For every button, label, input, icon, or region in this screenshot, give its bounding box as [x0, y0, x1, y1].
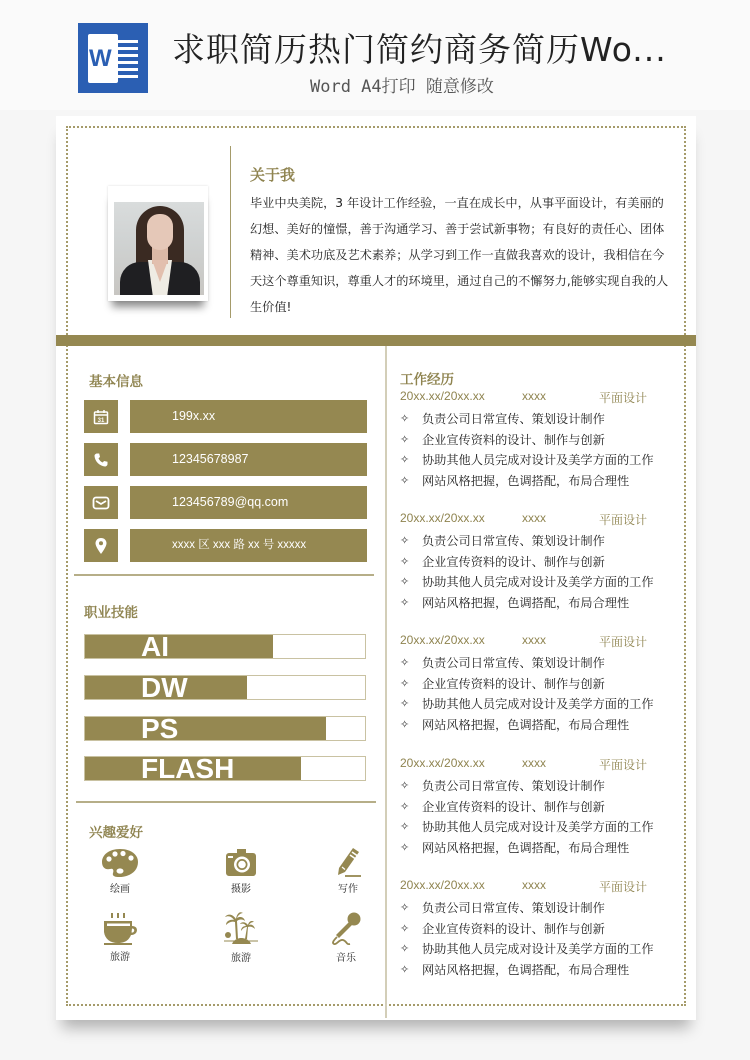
- job-role: 平面设计: [599, 391, 648, 405]
- hobby-travel: [211, 911, 271, 964]
- address-value: xxxx 区 xxx 路 xx 号 xxxxx: [130, 529, 367, 562]
- hobby-writing: [318, 846, 378, 895]
- hobby-label: 写作: [338, 884, 358, 895]
- diamond-bullet-icon: ✧: [400, 575, 410, 588]
- job-company: xxxx: [522, 756, 546, 770]
- section-divider: [74, 574, 374, 576]
- job-duty: ✧ 协助其他人员完成对设计及美学方面的工作: [400, 572, 650, 593]
- location-icon: [84, 529, 118, 562]
- document-subtitle: Word A4打印 随意修改: [310, 77, 494, 97]
- coffee-cup-icon: [101, 912, 139, 946]
- job-entry: [400, 511, 654, 613]
- diamond-bullet-icon: ✧: [400, 676, 410, 690]
- diamond-bullet-icon: ✧: [400, 942, 410, 955]
- job-duty: ✧ 负责公司日常宣传、策划设计制作: [400, 409, 650, 430]
- job-duty: ✧ 网站风格把握，色调搭配，布局合理性: [400, 715, 650, 736]
- skill-label: PS: [141, 713, 179, 744]
- resume-page: [56, 116, 696, 1020]
- birthday-value: 199x.xx: [130, 400, 367, 433]
- microphone-icon: [329, 911, 363, 947]
- hobby-label: 旅游: [231, 953, 251, 964]
- job-duty: ✧ 协助其他人员完成对设计及美学方面的工作: [400, 694, 650, 715]
- diamond-bullet-icon: ✧: [400, 799, 410, 813]
- section-divider: [76, 801, 376, 803]
- job-date: 20xx.xx/20xx.xx: [400, 878, 485, 892]
- hobby-label: 旅游: [110, 952, 130, 963]
- job-date: 20xx.xx/20xx.xx: [400, 633, 485, 647]
- document-title: 求职简历热门简约商务简历Wo...: [172, 30, 667, 69]
- job-duty: ✧ 网站风格把握，色调搭配，布局合理性: [400, 960, 650, 981]
- job-entry: [400, 389, 654, 491]
- svg-text:31: 31: [97, 417, 105, 424]
- diamond-bullet-icon: ✧: [400, 595, 410, 609]
- skill-bar-flash: [84, 753, 366, 784]
- skill-fill: [85, 635, 273, 658]
- diamond-bullet-icon: ✧: [400, 412, 410, 425]
- job-duty: ✧ 负责公司日常宣传、策划设计制作: [400, 531, 650, 552]
- skill-label: FLASH: [141, 753, 235, 784]
- job-duty: ✧ 负责公司日常宣传、策划设计制作: [400, 898, 650, 919]
- hobby-label: 绘画: [110, 884, 130, 895]
- palette-icon: [101, 848, 139, 878]
- diamond-bullet-icon: ✧: [400, 656, 410, 669]
- about-text: 毕业中央美院，3 年设计工作经验，一直在成长中，从事平面设计，有美丽的幻想、美好的憧憬，善于沟通学习、善于尝试新事物；有良好的责任心、团体精神、美术功底及艺术素养；从学习到工作一直做我喜欢的设计，我相信在今天这个尊重知识，尊重人才的环境里，通过自己的不懈努力,能够实现自我的人生价值!: [250, 196, 669, 314]
- job-date: 20xx.xx/20xx.xx: [400, 389, 485, 403]
- diamond-bullet-icon: ✧: [400, 901, 410, 914]
- hobby-music: [316, 911, 376, 964]
- job-date: 20xx.xx/20xx.xx: [400, 511, 485, 525]
- basic-info-title: 基本信息: [89, 374, 143, 390]
- calendar-icon: [84, 400, 118, 433]
- job-role: 平面设计: [599, 513, 648, 527]
- diamond-bullet-icon: ✧: [400, 820, 410, 833]
- diamond-bullet-icon: ✧: [400, 432, 410, 446]
- skill-label: DW: [141, 672, 188, 703]
- diamond-bullet-icon: ✧: [400, 840, 410, 854]
- diamond-bullet-icon: ✧: [400, 453, 410, 466]
- job-duty: ✧ 协助其他人员完成对设计及美学方面的工作: [400, 450, 650, 471]
- column-divider: [385, 346, 387, 1018]
- job-duty: ✧ 企业宣传资料的设计、制作与创新: [400, 674, 650, 695]
- diamond-bullet-icon: ✧: [400, 717, 410, 731]
- hobby-label: 摄影: [231, 884, 251, 895]
- job-duty: ✧ 企业宣传资料的设计、制作与创新: [400, 797, 650, 818]
- job-date: 20xx.xx/20xx.xx: [400, 756, 485, 770]
- job-duty: ✧ 企业宣传资料的设计、制作与创新: [400, 919, 650, 940]
- word-icon: W: [78, 23, 148, 93]
- palm-tree-icon: [223, 911, 259, 947]
- about-title: 关于我: [250, 166, 296, 184]
- job-duty: ✧ 网站风格把握，色调搭配，布局合理性: [400, 471, 650, 492]
- job-role: 平面设计: [599, 635, 648, 649]
- about-divider: [230, 146, 231, 318]
- email-value: 123456789@qq.com: [130, 486, 367, 519]
- header: [0, 0, 750, 110]
- skill-label: AI: [141, 631, 169, 662]
- job-company: xxxx: [522, 511, 546, 525]
- diamond-bullet-icon: ✧: [400, 697, 410, 710]
- job-duty: ✧ 网站风格把握，色调搭配，布局合理性: [400, 838, 650, 859]
- mail-icon: [84, 486, 118, 519]
- hobby-painting: [90, 848, 150, 895]
- diamond-bullet-icon: ✧: [400, 962, 410, 976]
- profile-photo: [108, 186, 208, 301]
- skill-bar-ps: [84, 713, 366, 744]
- pencil-icon: [333, 846, 363, 878]
- diamond-bullet-icon: ✧: [400, 554, 410, 568]
- job-role: 平面设计: [599, 758, 648, 772]
- job-duty: ✧ 网站风格把握，色调搭配，布局合理性: [400, 593, 650, 614]
- job-entry: [400, 633, 654, 735]
- skill-fill: [85, 717, 326, 740]
- diamond-bullet-icon: ✧: [400, 779, 410, 792]
- job-company: xxxx: [522, 878, 546, 892]
- job-entry: [400, 878, 654, 980]
- hobby-coffee: [90, 912, 150, 963]
- diamond-bullet-icon: ✧: [400, 473, 410, 487]
- diamond-bullet-icon: ✧: [400, 921, 410, 935]
- job-duty: ✧ 企业宣传资料的设计、制作与创新: [400, 430, 650, 451]
- phone-icon: [84, 443, 118, 476]
- hobby-photography: [211, 848, 271, 895]
- job-company: xxxx: [522, 633, 546, 647]
- diamond-bullet-icon: ✧: [400, 534, 410, 547]
- job-duty: ✧ 企业宣传资料的设计、制作与创新: [400, 552, 650, 573]
- skills-title: 职业技能: [84, 605, 138, 621]
- camera-icon: [225, 848, 257, 878]
- job-duty: ✧ 负责公司日常宣传、策划设计制作: [400, 653, 650, 674]
- job-entry: [400, 756, 654, 858]
- hobbies-title: 兴趣爱好: [89, 825, 143, 841]
- skill-bar-dw: [84, 672, 366, 703]
- job-duty: ✧ 负责公司日常宣传、策划设计制作: [400, 776, 650, 797]
- accent-band: [56, 335, 696, 346]
- job-duty: ✧ 协助其他人员完成对设计及美学方面的工作: [400, 817, 650, 838]
- hobby-label: 音乐: [336, 953, 356, 964]
- work-title: 工作经历: [400, 372, 454, 388]
- job-duty: ✧ 协助其他人员完成对设计及美学方面的工作: [400, 939, 650, 960]
- skill-bar-ai: [84, 631, 366, 662]
- job-company: xxxx: [522, 389, 546, 403]
- phone-value: 12345678987: [130, 443, 367, 476]
- job-role: 平面设计: [599, 880, 648, 894]
